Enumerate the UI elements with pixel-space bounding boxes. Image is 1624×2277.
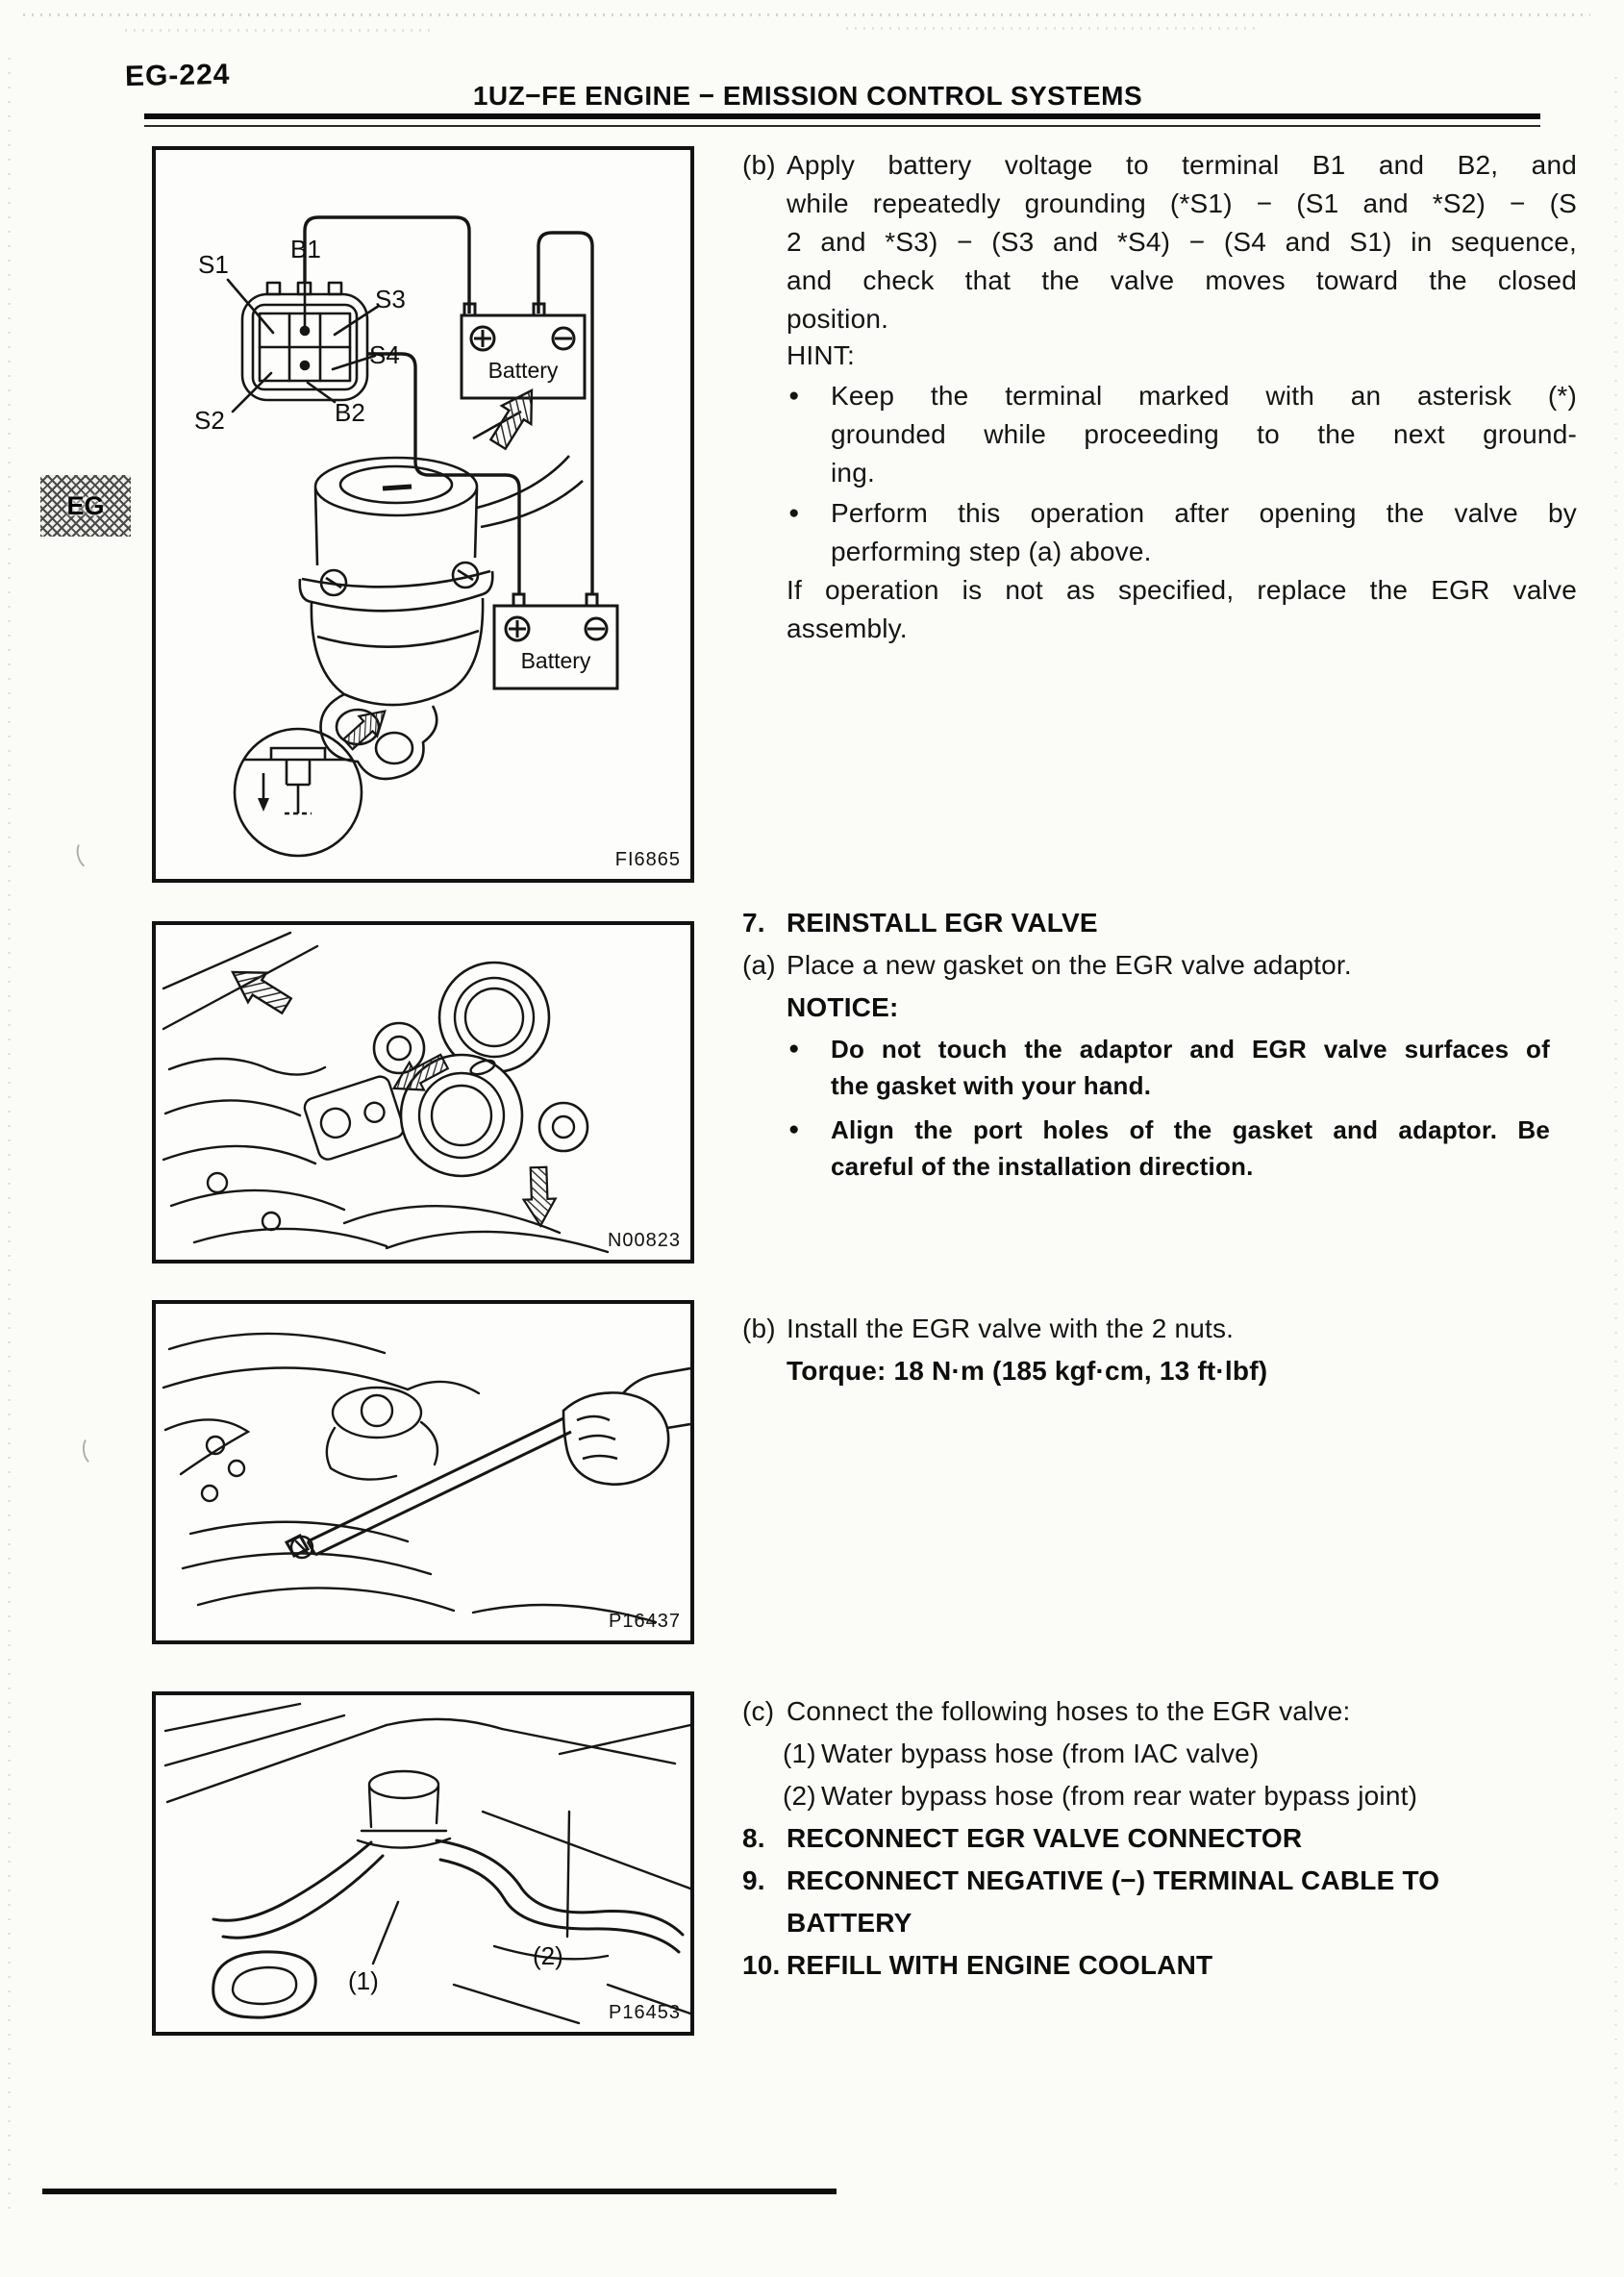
- figure-code: N00823: [607, 1230, 681, 1251]
- hose-item-text: Water bypass hose (from rear water bypass joint): [821, 1781, 1418, 1811]
- scan-artifact-mark: [73, 837, 101, 871]
- hint-line: grounded while proceeding to the next ground-: [831, 419, 1577, 449]
- hint-item: [788, 494, 1577, 571]
- water-bypass-hoses-drawing: [213, 1840, 683, 2017]
- notice-line: Align the port holes of the gasket and adaptor. Be: [831, 1115, 1550, 1144]
- battery-2-label: Battery: [520, 648, 591, 673]
- step-marker: (b): [742, 150, 776, 180]
- hose-item-marker: (2): [783, 1781, 816, 1811]
- engine-bay-lines: [165, 1704, 690, 2023]
- substep-text: Place a new gasket on the EGR valve adaptor.: [787, 950, 1352, 980]
- hose-callout-1: (1): [348, 1966, 379, 1995]
- direction-arrow-icon: [339, 701, 394, 754]
- engine-bay-lines: [163, 1334, 656, 1622]
- direction-arrow-icon: [223, 958, 295, 1021]
- terminal-label-s1: S1: [198, 250, 229, 279]
- egr-wiring-illustration: [156, 150, 690, 879]
- scan-artifact-dots: [1614, 77, 1617, 2192]
- terminal-label-s4: S4: [369, 340, 400, 369]
- battery-negative-icon: [586, 618, 607, 639]
- direction-arrow-icon: [522, 1166, 556, 1226]
- direction-arrow-icon: [484, 381, 547, 453]
- hint-item: [788, 377, 1577, 492]
- hose-item-text: Water bypass hose (from IAC valve): [821, 1739, 1260, 1768]
- bullet-icon: ●: [788, 1119, 800, 1139]
- instruction-line: 2 and *S3) − (S3 and *S4) − (S4 and S1) in sequence,: [787, 227, 1577, 257]
- notice-item: [788, 1031, 1550, 1104]
- step-number: 10.: [742, 1950, 781, 1980]
- terminal-label-s2: S2: [194, 406, 225, 435]
- hose-item: [783, 1733, 1577, 1775]
- step-title-line: RECONNECT NEGATIVE (−) TERMINAL CABLE TO: [787, 1865, 1440, 1895]
- header-rule-thin: [144, 125, 1540, 127]
- battery-2-drawing: [494, 594, 617, 688]
- fail-note-line: If operation is not as specified, replace the EGR valve: [787, 575, 1577, 605]
- step-number: 7.: [742, 908, 765, 938]
- scan-artifact-dots: [846, 27, 1260, 30]
- battery-positive-icon: [471, 327, 494, 350]
- step-title-line: BATTERY: [787, 1908, 912, 1938]
- fail-note-line: assembly.: [787, 613, 908, 643]
- scan-artifact-dots: [23, 13, 1590, 16]
- instruction-line: while repeatedly grounding (*S1) − (S1 and *S2) − (S: [787, 188, 1577, 218]
- step-title: REINSTALL EGR VALVE: [787, 908, 1098, 938]
- hose-callout-2: (2): [533, 1941, 563, 1970]
- step-b-install-instruction: [742, 1308, 1577, 1392]
- page-title: 1UZ−FE ENGINE − EMISSION CONTROL SYSTEMS: [472, 81, 1143, 111]
- step-title: REFILL WITH ENGINE COOLANT: [787, 1950, 1213, 1980]
- valve-close-direction-arrow-icon: [258, 798, 269, 812]
- egr-install-illustration: [156, 1304, 690, 1640]
- substep-text: Connect the following hoses to the EGR valve:: [787, 1696, 1351, 1726]
- egr-valve-drawing: [300, 412, 583, 779]
- hose-item: [783, 1775, 1577, 1817]
- figure-hose-connections: [152, 1691, 694, 2036]
- substep-marker: (b): [742, 1314, 776, 1343]
- gasket-illustration: [156, 925, 690, 1260]
- instruction-line: Apply battery voltage to terminal B1 and B2, and: [787, 150, 1577, 180]
- egr-connector-drawing: [228, 267, 379, 412]
- figure-egr-valve-install: [152, 1300, 694, 1644]
- hint-line: ing.: [831, 458, 875, 488]
- hint-line: performing step (a) above.: [831, 537, 1152, 566]
- scan-artifact-dots: [125, 29, 433, 32]
- figure-code: P16437: [609, 1611, 681, 1632]
- bullet-icon: ●: [788, 503, 800, 523]
- step-b-check-instruction: [742, 144, 1577, 648]
- hint-label: HINT:: [787, 340, 855, 370]
- terminal-label-s3: S3: [375, 285, 406, 313]
- notice-label: NOTICE:: [787, 992, 899, 1022]
- terminal-label-b2: B2: [335, 398, 365, 427]
- step-number: 8.: [742, 1823, 765, 1853]
- hint-line: Keep the terminal marked with an asterisk (*): [831, 381, 1577, 411]
- bullet-icon: ●: [788, 386, 800, 406]
- torque-spec: Torque: 18 N·m (185 kgf·cm, 13 ft·lbf): [787, 1356, 1268, 1386]
- notice-line: Do not touch the adaptor and EGR valve surfaces of: [831, 1035, 1550, 1063]
- hint-line: Perform this operation after opening the valve by: [831, 498, 1577, 528]
- header-rule: [144, 113, 1540, 119]
- battery-negative-icon: [553, 328, 574, 349]
- scan-artifact-dots: [8, 58, 11, 2212]
- hose-connection-illustration: [156, 1695, 690, 2032]
- notice-line: the gasket with your hand.: [831, 1071, 1152, 1100]
- battery-1-drawing: [462, 304, 585, 398]
- figure-gasket-placement: [152, 921, 694, 1264]
- substep-marker: (c): [742, 1696, 775, 1726]
- egr-adaptor-drawing: [302, 1074, 406, 1162]
- battery-1-label: Battery: [487, 358, 559, 383]
- instruction-line: position.: [787, 304, 889, 334]
- scan-artifact-mark: [81, 1434, 106, 1467]
- notice-line: careful of the installation direction.: [831, 1152, 1254, 1181]
- substep-marker: (a): [742, 950, 776, 980]
- step-7-reinstall: [742, 902, 1577, 1185]
- bullet-icon: ●: [788, 1038, 800, 1059]
- substep-text: Install the EGR valve with the 2 nuts.: [787, 1314, 1235, 1343]
- notice-item: [788, 1112, 1550, 1185]
- step-title: RECONNECT EGR VALVE CONNECTOR: [787, 1823, 1303, 1853]
- hand-drawing: [563, 1368, 690, 1485]
- page-number: EG-224: [124, 58, 231, 93]
- valve-seat-magnifier-inset: [235, 729, 362, 856]
- figure-code: P16453: [609, 2002, 681, 2023]
- hose-item-marker: (1): [783, 1739, 816, 1768]
- section-tab: EG: [40, 475, 131, 537]
- instruction-line: and check that the valve moves toward the closed: [787, 265, 1577, 295]
- figure-egr-wiring-diagram: [152, 146, 694, 883]
- step-number: 9.: [742, 1865, 765, 1895]
- figure-code: FI6865: [614, 849, 681, 870]
- step-c-and-final-steps: [742, 1690, 1577, 1987]
- terminal-label-b1: B1: [290, 235, 321, 263]
- footer-rule: [42, 2189, 837, 2194]
- battery-positive-icon: [506, 617, 529, 640]
- step-title: [787, 1860, 1577, 1944]
